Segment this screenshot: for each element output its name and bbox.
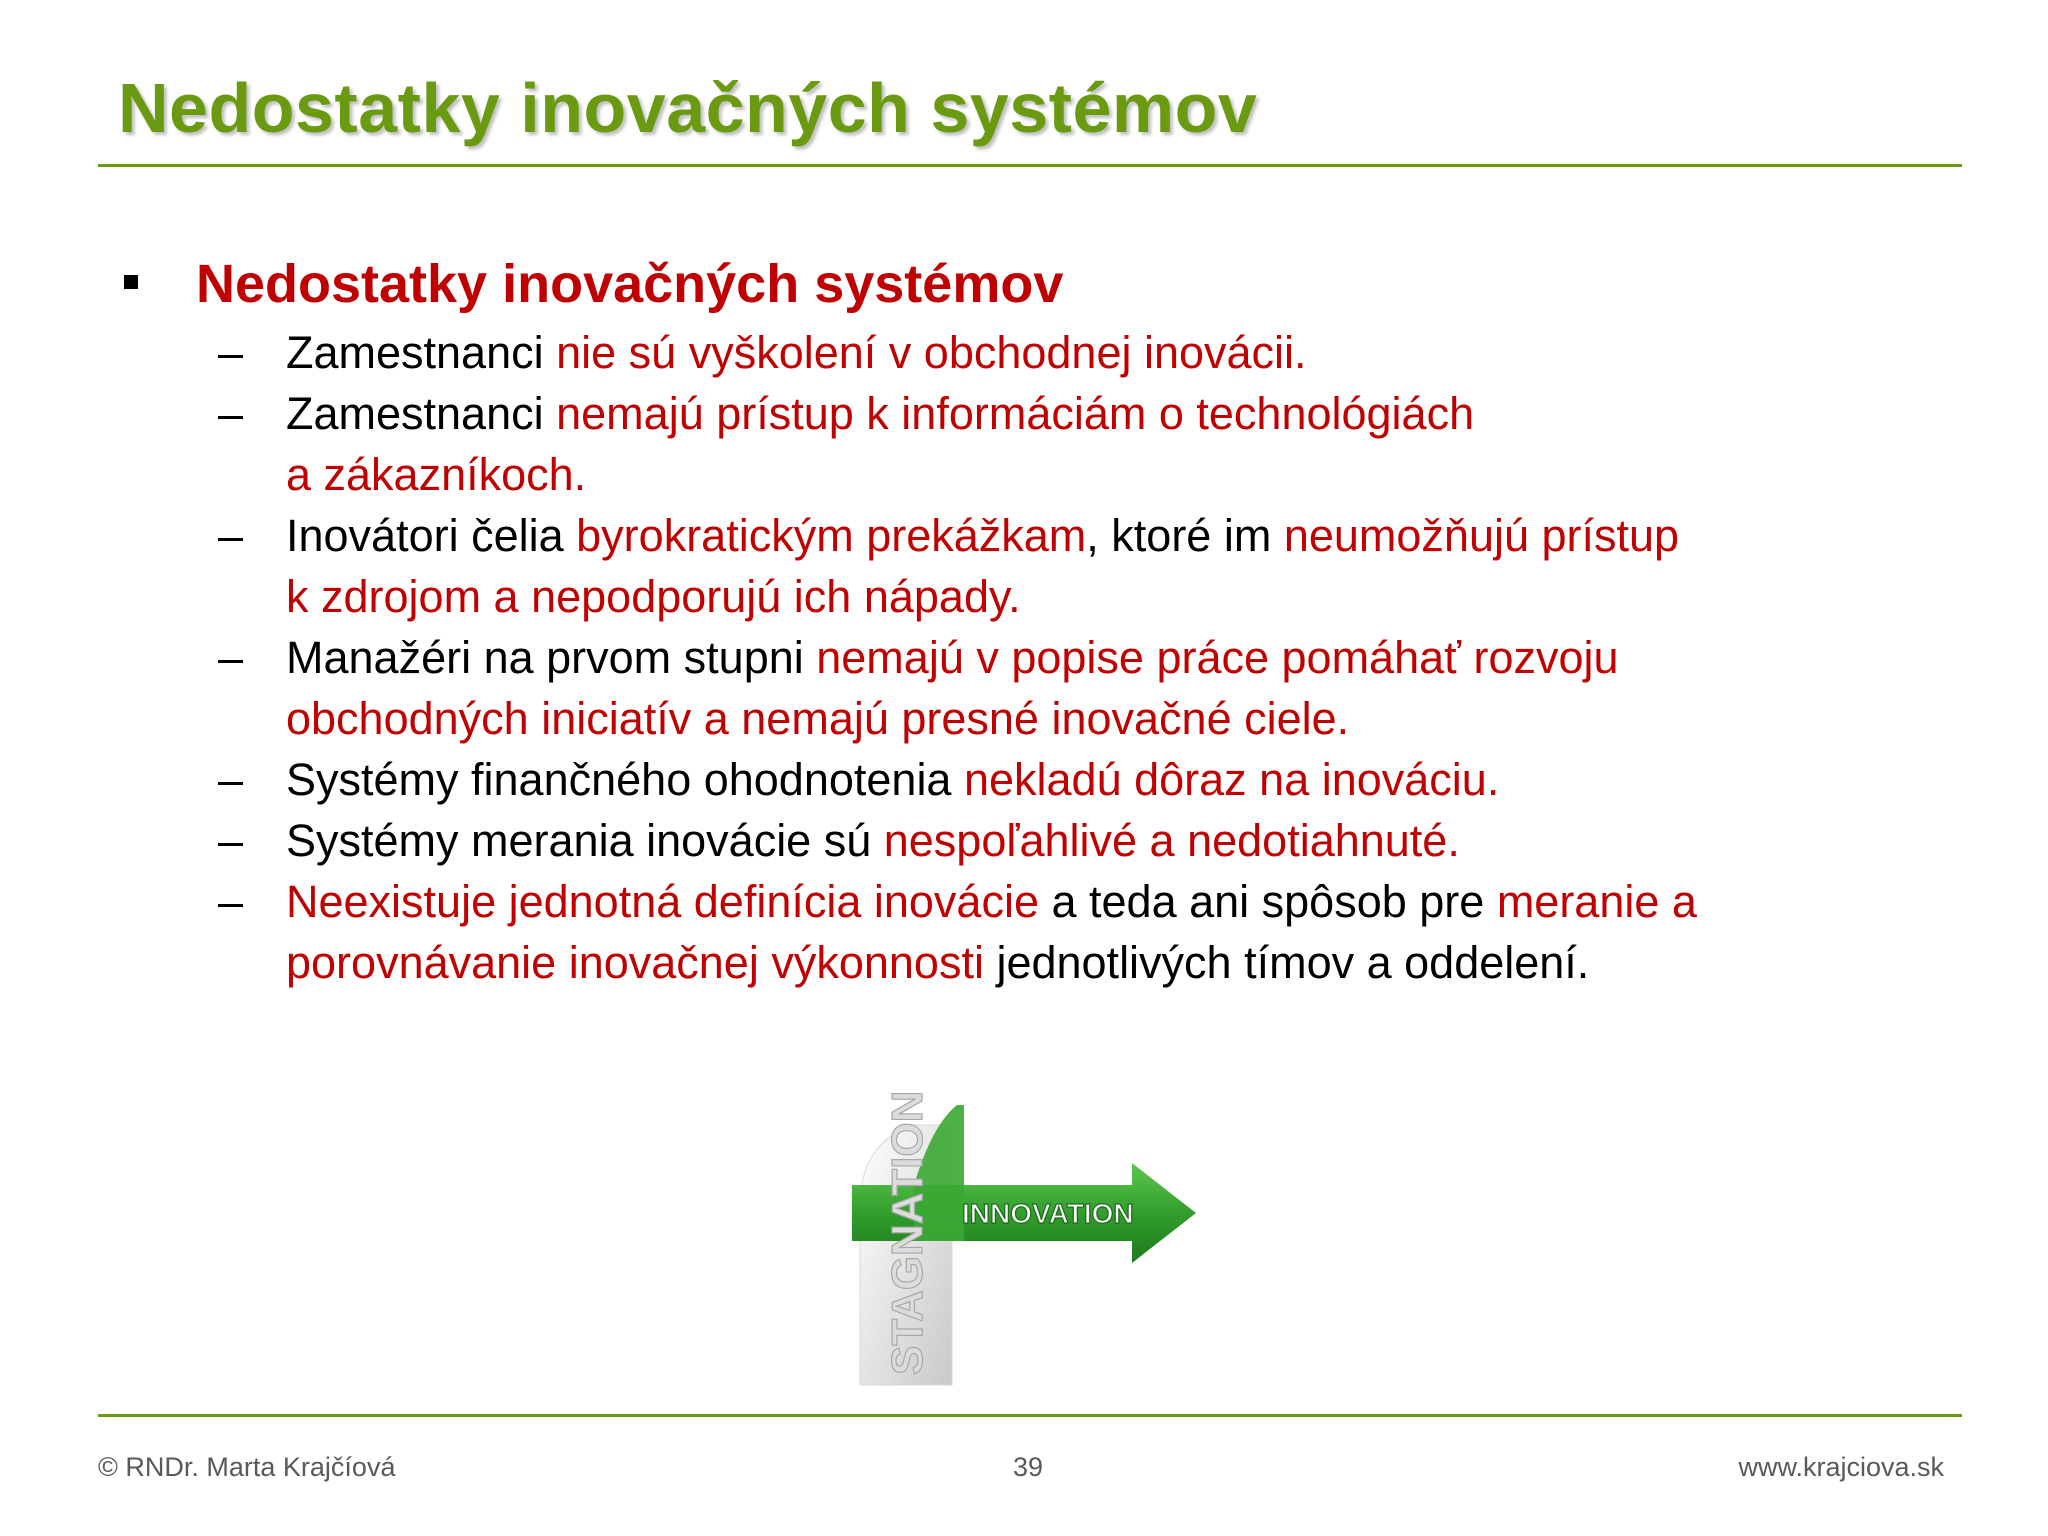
item-highlight: nespoľahlivé a nedotiahnuté. — [883, 815, 1460, 866]
sub-bullet-list — [218, 322, 1938, 993]
item-text: jednotlivých tímov a oddelení. — [983, 937, 1590, 988]
item-highlight: porovnávanie inovačnej výkonnosti — [286, 937, 984, 988]
item-highlight: nemajú v popise práce pomáhať rozvoju — [816, 632, 1619, 683]
item-highlight: meranie a — [1496, 876, 1697, 927]
list-item — [218, 627, 1938, 749]
item-highlight: a zákazníkoch. — [286, 449, 587, 500]
list-item — [218, 749, 1938, 810]
stagnation-label: STAGNATION — [883, 1090, 932, 1375]
footer-website: www.krajciova.sk — [1738, 1452, 1944, 1482]
list-item — [218, 383, 1938, 505]
dash-bullet: – — [218, 510, 244, 561]
item-text: Inovátori čelia — [286, 510, 577, 561]
main-bullet-heading: Nedostatky inovačných systémov — [196, 254, 1064, 314]
item-highlight: Neexistuje jednotná definícia inovácie — [286, 876, 1039, 927]
list-item — [218, 505, 1938, 627]
list-item — [218, 322, 1938, 383]
dash-bullet: – — [218, 388, 244, 439]
item-highlight: nie sú vyškolení v obchodnej inovácii. — [556, 327, 1307, 378]
item-highlight: neumožňujú prístup — [1283, 510, 1680, 561]
footer-author: © RNDr. Marta Krajčíová — [98, 1452, 396, 1482]
bullet-square-icon — [124, 275, 138, 289]
item-text: , ktoré im — [1086, 510, 1284, 561]
item-highlight: byrokratickým prekážkam — [576, 510, 1087, 561]
arrow-label: INNOVATION — [962, 1198, 1134, 1229]
title-divider — [98, 164, 1962, 167]
item-highlight: nemajú prístup k informáciám o technológiách — [556, 388, 1475, 439]
dash-bullet: – — [218, 754, 244, 805]
innovation-stagnation-illustration — [852, 1085, 1200, 1390]
list-item — [218, 810, 1938, 871]
item-text: Zamestnanci — [286, 388, 557, 439]
item-highlight: k zdrojom a nepodporujú ich nápady. — [286, 571, 1021, 622]
item-text: a teda ani spôsob pre — [1038, 876, 1497, 927]
dash-bullet: – — [218, 876, 244, 927]
item-text: Zamestnanci — [286, 327, 557, 378]
item-text: Manažéri na prvom stupni — [286, 632, 817, 683]
slide-title: Nedostatky inovačných systémov — [118, 69, 1258, 147]
footer-divider — [98, 1414, 1962, 1417]
item-text: Systémy finančného ohodnotenia — [286, 754, 964, 805]
dash-bullet: – — [218, 632, 244, 683]
dash-bullet: – — [218, 327, 244, 378]
item-highlight: obchodných iniciatív a nemajú presné inovačné ciele. — [286, 693, 1350, 744]
dash-bullet: – — [218, 815, 244, 866]
item-text: Systémy merania inovácie sú — [286, 815, 884, 866]
list-item — [218, 871, 1938, 993]
page-number: 39 — [1012, 1452, 1044, 1482]
item-highlight: nekladú dôraz na inováciu. — [963, 754, 1500, 805]
